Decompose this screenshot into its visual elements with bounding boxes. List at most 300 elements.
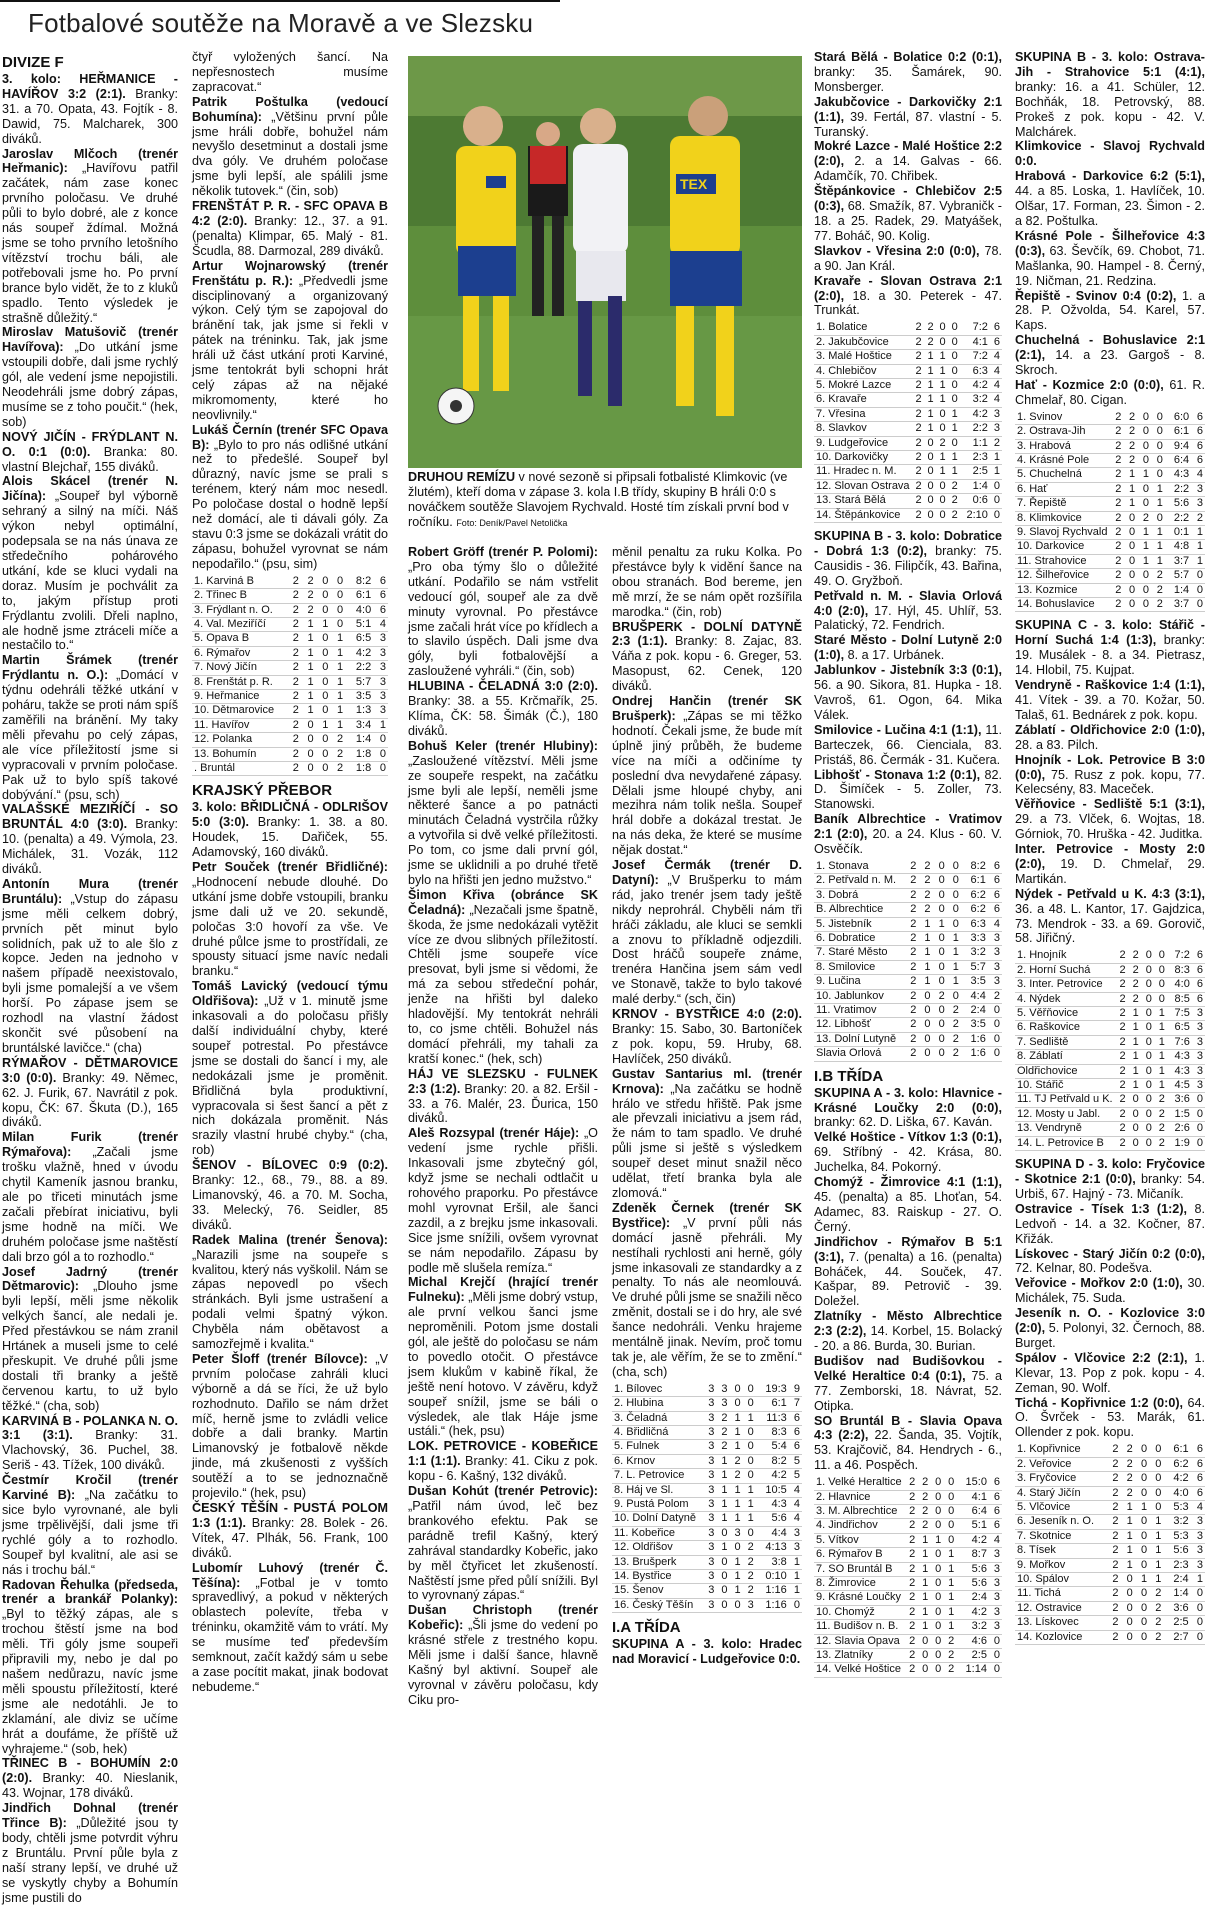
standings-cell: 0 [938, 1018, 945, 1031]
standings-cell: 0 [1145, 1136, 1152, 1149]
standings-row [192, 661, 388, 675]
standings-cell: 6 [993, 335, 1000, 348]
team-name: 3. Fryčovice [1017, 1472, 1077, 1485]
paragraph-text: 44. a 85. Loska, 1. Havlíček, 10. Olšar, 17. Forman, 23. Šimon - 2. a 82. Poštulka. [1015, 184, 1205, 228]
team-name: 10. Dětmarovice [194, 704, 275, 717]
paragraph-lead: RÝMAŘOV - DĚTMAROVICE 3:0 (0:0). [2, 1055, 178, 1085]
standings-cell: 2 [910, 946, 917, 959]
team-name: 13. Lískovec [1017, 1616, 1079, 1629]
standings-cell: 0 [1140, 1601, 1148, 1614]
standings-ib-d [1015, 1443, 1205, 1645]
standings-row [1015, 468, 1205, 482]
standings-cell: 2 [1126, 1486, 1133, 1499]
standings-row [1015, 453, 1205, 467]
standings-cell: 2 [747, 1541, 754, 1554]
standings-cell: 2 [909, 1548, 916, 1561]
standings-cell: 0 [1156, 439, 1163, 452]
standings-cell: 2 [1112, 1601, 1119, 1614]
standings-cell: 1 [922, 1577, 929, 1590]
report-paragraph [192, 199, 388, 259]
standings-row [814, 422, 1002, 436]
standings-cell: 3 [708, 1440, 715, 1453]
standings-cell: 5:6 [1173, 497, 1190, 510]
standings-cell: 3 [708, 1526, 715, 1539]
paragraph-text: Branky: 10. (penalta) a 49. Výmola, 23. Michálek, 31. Vozák, 112 diváků. [2, 817, 178, 877]
standings-cell: 1:9 [1174, 1136, 1190, 1149]
standings-cell: 0 [307, 762, 314, 774]
paragraph-text: Branky: 41. Ciku z pok. kopu - 6. Kašný, 132 diváků. [408, 1454, 598, 1484]
standings-cell: 2 [1119, 1136, 1126, 1149]
standings-cell: 2:2 [972, 422, 988, 435]
paragraph-text: 78. a 90. Jan Král. [814, 243, 1002, 273]
standings-cell: 4:5 [1174, 1079, 1190, 1092]
standings-cell: 3 [734, 1526, 741, 1539]
report-paragraph [408, 1603, 598, 1707]
standings-cell: 1 [951, 465, 958, 478]
standings-row [1015, 1050, 1205, 1064]
standings-cell: 0 [1196, 1630, 1203, 1643]
team-name: 8. Žimrovice [816, 1577, 876, 1590]
report-paragraph [814, 768, 1002, 813]
team-name: 9. Mořkov [1017, 1558, 1066, 1571]
paragraph-lead: NOVÝ JIČÍN - FRÝDLANT N. O. 0:1 (0:0). [2, 429, 178, 459]
standings-cell: 0 [1142, 410, 1149, 423]
article-ia-b [814, 529, 1002, 857]
standings-cell: 0 [993, 494, 1000, 507]
standings-cell: 1 [948, 1562, 955, 1575]
standings-cell: 2 [1132, 978, 1139, 991]
standings-cell: 2 [1112, 1486, 1119, 1499]
standings-cell: 0 [1142, 497, 1149, 510]
standings-cell: 1 [922, 1548, 929, 1561]
paragraph-lead: Antonín Mura (trenér Bruntálu): [2, 876, 178, 906]
standings-cell: 2 [1115, 497, 1122, 510]
team-name: 13. Vendryně [1017, 1122, 1082, 1135]
standings-cell: 4:2 [355, 646, 372, 659]
standings-cell: 1 [734, 1411, 741, 1424]
standings-cell: 6:4 [1173, 453, 1190, 466]
standings-cell: 3 [721, 1397, 728, 1410]
standings-krajsky [612, 1383, 802, 1614]
report-paragraph [1015, 1396, 1205, 1441]
report-paragraph [2, 802, 178, 877]
standings-cell: 0 [1129, 569, 1136, 582]
standings-row [612, 1425, 802, 1439]
report-paragraph [1015, 1202, 1205, 1247]
standings-cell: 2 [951, 494, 958, 507]
standings-cell: 1 [939, 364, 946, 377]
report-paragraph [408, 1126, 598, 1275]
standings-cell: 1 [1158, 1050, 1165, 1063]
standings-cell: 4:13 [765, 1541, 787, 1554]
standings-row [1015, 1616, 1205, 1630]
standings-row [814, 1605, 1002, 1619]
paragraph-text: měnil penaltu za ruku Kolka. Po přestávce byly k vidění šance na obou stranách. Bod bereme, jen mě mrzí, že se nám opět rozšířila marodka.“ (čin, rob) [612, 545, 802, 619]
report-paragraph [1015, 169, 1205, 229]
standings-cell: 2 [1119, 978, 1126, 991]
standings-cell: 1:14 [965, 1663, 987, 1676]
standings-cell: 2 [1112, 1515, 1119, 1528]
standings-cell: 0 [935, 1476, 942, 1489]
standings-cell: 0 [939, 479, 946, 492]
paragraph-text: „O vedení jsme rychle přišli. Inkasovali jsme zbytečný gól, když jsme se nechali odtlačit u rohového praporku. Po přestávce mohl vyrovnat Eršil, ale šanci zazdil, a z brejku jsme inkasovali. Sice jsme snížili, ovšem vyrovnat se nám nepodařilo. Zápasu by podle mě slušela remíza.“ [408, 1126, 598, 1275]
standings-cell: 0 [307, 747, 314, 760]
report-paragraph [1015, 678, 1205, 723]
standings-cell: 1 [924, 917, 931, 930]
standings-cell: 2 [734, 1454, 741, 1467]
article-ib-b [1015, 50, 1205, 408]
standings-cell: 2 [292, 762, 299, 774]
report-paragraph [1015, 887, 1205, 947]
standings-cell: 2 [292, 689, 299, 702]
report-paragraph [814, 663, 1002, 723]
standings-cell: 1:1 [972, 436, 988, 449]
report-paragraph [612, 1007, 802, 1067]
team-name: 2. Jakubčovice [816, 335, 889, 348]
paragraph-lead: Spálov - Vlčovice 2:2 (2:1), [1015, 1350, 1188, 1365]
standings-cell: 1 [1196, 526, 1203, 538]
team-name: 8. Záblatí [1017, 1050, 1063, 1063]
team-name: 2. Horní Suchá [1017, 963, 1091, 976]
standings-cell: 0 [322, 689, 329, 702]
standings-cell: 0 [1129, 511, 1136, 524]
standings-cell: 1 [1156, 554, 1163, 567]
standings-row [814, 335, 1002, 349]
standings-cell: 1 [307, 617, 314, 630]
standings-row [612, 1483, 802, 1497]
standings-row [1015, 1544, 1205, 1558]
paragraph-text: 8. Ledvoň - 14. a 32. Kočner, 87. Křižák. [1015, 1201, 1205, 1246]
report-paragraph [2, 1756, 178, 1801]
standings-cell: 4:2 [1173, 1472, 1189, 1485]
paragraph-text: 61. R. Chmelař, 80. Cigan. [1015, 377, 1205, 407]
team-name: 13. Bohumín [194, 747, 257, 760]
standings-row [814, 465, 1002, 479]
paragraph-lead: Tomáš Lavický (vedoucí týmu Oldřišova): [192, 979, 388, 1009]
standings-cell: 1 [1132, 1021, 1139, 1034]
standings-row [814, 364, 1002, 378]
standings-cell: 1 [948, 1620, 955, 1633]
paragraph-text: „Předvedli jsme disciplinovaný a organizovaný výkon. Celý tým se zapojoval do bránění tak, jak jsme si řekli v pátek na tréninku. Tak, jak jsme hráli už část utkání proti Karviné, jsme tentokrát byli schopni hrát celý zápas až na nějaké mikromomenty, které ho neovlivnily.“ [192, 273, 388, 422]
standings-cell: 1 [952, 946, 959, 959]
standings-cell: 1:16 [765, 1584, 787, 1597]
standings-cell: 2 [951, 508, 958, 521]
standings-cell: 0 [935, 1505, 942, 1517]
report-paragraph [814, 139, 1002, 184]
paragraph-text: 1. a 28. P. Ožvolda, 54. Karel, 57. Kaps. [1015, 288, 1205, 333]
paragraph-lead: Zdeněk Černek (trenér SK Bystřice): [612, 1200, 802, 1230]
standings-cell: 3:2 [970, 946, 986, 959]
standings-cell: 2 [1112, 1572, 1119, 1585]
standings-cell: 3 [708, 1541, 715, 1554]
standings-cell: 2 [1119, 992, 1126, 1005]
paragraph-text: „Dlouho jsme byli lepší, měli jsme několik velkých šancí, ale nedali je. Před přestávkou se nám zranil Hrtánek a museli jsme to celé přeskupit. Ve druhé půli jsme dostali tři branky a ještě červenou kartu, to už bylo těžké.“ (cha, sob) [2, 1279, 178, 1413]
standings-cell: 6 [1196, 963, 1203, 976]
team-name: 6. Hať [1017, 482, 1048, 495]
standings-cell: 4:2 [971, 1533, 987, 1546]
standings-cell: 1:4 [1173, 583, 1190, 596]
paragraph-text: „Pro oba týmy šlo o důležité utkání. Podařilo se nám vstřelit vedoucí gól, soupeř ale za dvě minuty vyrovnal. Po přestávce jsme začali hrát více po křídlech a to slavilo úspěch. Dali jsme dva góly, byli fotbalovější a zasloužené vyhráli.“ (čin, sob) [408, 559, 598, 679]
standings-row [814, 1533, 1002, 1547]
standings-row [1015, 1443, 1205, 1457]
standings-row [1015, 1601, 1205, 1615]
standings-cell: 4:6 [971, 1634, 987, 1647]
standings-cell: 2 [747, 1555, 754, 1568]
standings-cell: 1 [1158, 1007, 1165, 1019]
paragraph-lead: Peter Šloff (trenér Bílovce): [192, 1351, 368, 1366]
standings-cell: 5 [793, 1454, 800, 1467]
paragraph-text: 17. Hýl, 45. Uhlíř, 53. Palatický, 72. Fendrich. [814, 603, 1003, 633]
paragraph-lead: Hrabová - Darkovice 6:2 (5:1), [1015, 169, 1205, 184]
standings-cell: 1 [939, 450, 946, 463]
standings-cell: 0 [938, 874, 945, 887]
report-paragraph [1015, 333, 1205, 378]
standings-cell: 0 [952, 989, 959, 1002]
paragraph-text: „Už v 1. minutě jsme inkasovali a do poločasu přišly další individuální chyby, které soupeř potrestal. Po přestávce jsme se dostali do šancí i my, ale nedokázali jsme je proměnit. Břidličná byla produktivní, vypracovala si šest šancí a pět z nich dokázala proměnit. Nás srazily vlastní hrubé chyby.“ (cha, rob) [192, 994, 388, 1158]
standings-cell: 1 [1196, 554, 1203, 567]
standings-cell: 4:3 [1174, 1064, 1190, 1077]
standings-row [814, 378, 1002, 392]
standings-row [1015, 1064, 1205, 1078]
standings-ib-a [814, 1476, 1002, 1678]
paragraph-text: branky: 62. D. Liška, 67. Kaván. [814, 1115, 993, 1130]
shirt-sponsor-text: TEX [680, 176, 708, 192]
standings-cell: 2 [1132, 963, 1139, 976]
standings-cell: 3 [993, 1591, 1000, 1604]
standings-cell: 0 [1145, 978, 1152, 991]
standings-row [1015, 1572, 1205, 1586]
paragraph-lead: Lískovec - Starý Jičín 0:2 (0:0), [1015, 1246, 1205, 1261]
standings-cell: 6:3 [970, 917, 986, 930]
standings-cell: 4:0 [355, 603, 372, 616]
standings-cell: 2 [924, 874, 931, 887]
paragraph-lead: Jaroslav Mlčoch (trenér Heřmanic): [2, 146, 178, 176]
standings-row [814, 917, 1002, 931]
standings-row [814, 1548, 1002, 1562]
standings-cell: 1 [1132, 1035, 1139, 1048]
paragraph-lead: 3. kolo: HEŘMANICE - HAVÍŘOV 3:2 (2:1). [2, 72, 178, 101]
standings-cell: 6 [1196, 439, 1203, 452]
team-name: 6. Krnov [614, 1454, 655, 1467]
paragraph-lead: Věřňovice - Sedliště 5:1 (3:1), [1015, 797, 1205, 812]
standings-cell: 0:6 [972, 494, 988, 507]
standings-cell: 1 [307, 646, 314, 659]
paragraph-text: „Byl to těžký zápas, ale s trochou štěstí jsme na bod měli. Tři góly jsme soupeři připravili my, nebo je dal po našem nedůrazu, navíc jsme měli spoustu příležitostí, které jsme ale nedotáhli. Je to zklamání, ale diviz se učíme hrát a doufáme, že příště už vyhrajeme.“ (sob, hek) [2, 1607, 178, 1756]
standings-cell: 2 [1115, 439, 1122, 452]
top-rule [0, 0, 560, 2]
standings-cell: 3 [993, 1562, 1000, 1575]
standings-cell: 3 [1196, 482, 1203, 495]
standings-row [1015, 598, 1205, 612]
team-name: 5. Fulnek [614, 1440, 660, 1453]
standings-cell: 2 [1115, 569, 1122, 582]
report-paragraph [408, 679, 598, 739]
standings-cell: 2 [922, 1476, 929, 1489]
paragraph-lead: Hať - Kozmice 2:0 (0:0), [1015, 377, 1164, 392]
standings-row [1015, 949, 1205, 963]
standings-cell: 0:10 [765, 1570, 787, 1583]
report-paragraph [2, 1801, 178, 1905]
standings-cell: 1 [1156, 526, 1163, 538]
paragraph-text: „Začali jsme trošku vlažně, hned v úvodu chytil Kameník jasnou branku, ale po třiceti minutách jsme začali přebírat iniciativu, byli jsme hodně na míči. We druhém poločase jsme naštěstí dali brzo gól a to rozhodlo.“ [2, 1145, 178, 1264]
standings-cell: 1 [924, 975, 931, 988]
standings-cell: 5:4 [771, 1440, 787, 1453]
standings-row [612, 1570, 802, 1584]
paragraph-lead: Gustav Santarius ml. (trenér Krnova): [612, 1066, 802, 1096]
standings-cell: 0 [336, 603, 344, 616]
standings-cell: 5:6 [971, 1562, 987, 1575]
standings-cell: 3 [993, 931, 1000, 944]
standings-cell: 3 [1196, 1050, 1203, 1063]
team-name: 5. Věřňovice [1017, 1007, 1079, 1019]
standings-cell: 2 [1115, 482, 1122, 495]
team-name: 1. Svinov [1017, 410, 1063, 423]
standings-cell: 1 [336, 689, 344, 702]
team-name: 3. Malé Hoštice [816, 350, 892, 363]
standings-cell: 2 [1119, 1021, 1126, 1034]
team-name: 1. Karviná B [194, 574, 254, 587]
standings-cell: 2:10 [966, 508, 988, 521]
standings-cell: 3:2 [972, 393, 988, 406]
report-paragraph [2, 325, 178, 429]
standings-cell: 4 [993, 378, 1000, 391]
standings-cell: 0 [993, 1663, 1000, 1676]
standings-cell: 4 [1196, 468, 1203, 481]
standings-cell: 6 [993, 859, 1000, 872]
standings-cell: 2 [1158, 1093, 1165, 1106]
standings-ib-c [1015, 949, 1205, 1151]
team-name: 8. Háj ve Sl. [614, 1483, 674, 1496]
standings-cell: 1 [939, 393, 946, 406]
standings-cell: 0 [734, 1541, 741, 1554]
standings-cell: 1 [1126, 1558, 1133, 1571]
standings-cell: 9 [793, 1382, 800, 1395]
standings-cell: 2 [1112, 1529, 1119, 1542]
standings-cell: 2 [952, 1004, 959, 1016]
paragraph-text: 20. a 24. Klus - 60. V. Osvěčík. [814, 827, 1002, 857]
team-name: 5. Chuchelná [1017, 468, 1082, 481]
standings-cell: 2 [993, 989, 1000, 1002]
standings-cell: 3 [747, 1598, 754, 1611]
standings-cell: 1 [793, 1584, 800, 1597]
standings-cell: 2 [1158, 1122, 1165, 1135]
standings-cell: 2:3 [972, 450, 988, 463]
paragraph-text: branky: 75. Causidis - 36. Filipčík, 43. Bařina, 49. O. Gryžboň. [814, 543, 1002, 588]
standings-cell: 2 [915, 479, 922, 492]
standings-cell: 0 [948, 1533, 955, 1546]
team-name: 15. Šenov [614, 1584, 664, 1597]
standings-cell: 0 [993, 1649, 1000, 1662]
standings-cell: 2 [951, 479, 958, 492]
standings-cell: 0 [307, 718, 314, 731]
standings-cell: 0 [1142, 482, 1149, 495]
paragraph-text: čtyř vyložených šancí. Na nepřesnostech musíme zapracovat.“ [192, 50, 388, 94]
team-name: 11. Havířov [194, 718, 250, 731]
paragraph-lead: Inter. Petrovice - Mosty 2:0 (2:0), [1015, 842, 1205, 871]
report-paragraph [408, 1484, 598, 1603]
standings-cell: 0 [1196, 1107, 1203, 1120]
paragraph-text: 14. a 23. Gargoš - 8. Skroch. [1015, 348, 1205, 378]
paragraph-text: branky: 54. Urbiš, 67. Hajný - 73. Mičaník. [1015, 1171, 1205, 1201]
standings-cell: 6:1 [1173, 425, 1190, 438]
ia-skupina-a: SKUPINA A - 3. kolo: Hradec nad Moravicí - Ludgeřovice 0:0. [612, 1637, 802, 1667]
report-paragraph [814, 1354, 1002, 1414]
standings-cell: 2 [292, 646, 299, 659]
standings-cell: 3 [1196, 1529, 1203, 1542]
standings-cell: 0 [939, 494, 946, 507]
standings-cell: 2 [910, 1047, 917, 1060]
standings-cell: 2 [909, 1591, 916, 1604]
team-name: 4. Chlebičov [816, 364, 877, 377]
standings-cell: 0 [322, 589, 329, 602]
team-name: 12. Slavia Opava [816, 1634, 900, 1647]
standings-row [1015, 511, 1205, 525]
team-name: 9. Krásné Loučky [816, 1591, 901, 1604]
team-name: 3. Dobrá [816, 888, 859, 901]
team-name: 8. Smilovice [816, 960, 876, 973]
standings-cell: 3 [1196, 1558, 1203, 1571]
paragraph-lead: Smilovice - Lučina 4:1 (1:1), [814, 722, 982, 737]
standings-cell: 0 [1140, 1515, 1148, 1528]
team-name: 10. Chomýž [816, 1605, 875, 1618]
standings-cell: 1 [951, 422, 958, 435]
team-name: 3. Hrabová [1017, 439, 1071, 452]
report-paragraph [2, 1473, 178, 1577]
standings-cell: 1 [951, 407, 958, 420]
standings-cell: 0 [938, 931, 945, 944]
standings-cell: 1 [1156, 482, 1163, 495]
standings-cell: 2 [292, 733, 299, 746]
paragraph-text: „Fotbal je v tomto spravedlivý, a pokud v některých oblastech polevíte, třeba v tréninku, okamžitě vám to vrátí. My se musíme teď především semknout, začít každý sám u sebe a zase pocítit makat, jinak bodovat nebudeme.“ [192, 1575, 388, 1694]
standings-cell: 6 [1196, 949, 1203, 962]
standings-cell: 0 [1196, 1601, 1203, 1614]
standings-cell: 2 [922, 1519, 929, 1532]
standings-cell: 4:2 [971, 1605, 987, 1618]
report-paragraph [814, 184, 1002, 244]
standings-cell: 0 [1155, 1443, 1162, 1456]
standings-cell: 2 [909, 1490, 916, 1503]
team-name: 9. Lučina [816, 975, 861, 988]
standings-cell: 2 [939, 436, 946, 449]
report-paragraph [814, 1175, 1002, 1235]
team-name: 12. Šilheřovice [1017, 569, 1090, 582]
standings-cell: 0 [938, 946, 945, 959]
standings-cell: 0 [938, 1004, 945, 1016]
report-paragraph [814, 1130, 1002, 1175]
paragraph-text: 29. a 73. Vlček, 6. Wojtas, 18. Górniok, 70. Hruška - 42. Juditka. [1015, 812, 1205, 842]
standings-cell: 0 [935, 1577, 942, 1590]
standings-row [1015, 1558, 1205, 1572]
standings-cell: 6 [793, 1411, 800, 1424]
team-name: 4. Krásné Pole [1017, 453, 1090, 466]
standings-cell: 0 [1126, 1601, 1133, 1614]
standings-cell: 0 [993, 1018, 1000, 1031]
standings-cell: 1 [938, 917, 945, 930]
standings-cell: 2 [1119, 1064, 1126, 1077]
standings-cell: 1:6 [970, 1047, 986, 1060]
paragraph-lead: SKUPINA B - 3. kolo: Dobratice - Dobrá 1:3 (0:2), [814, 529, 1002, 558]
standings-cell: 0 [951, 350, 958, 363]
standings-cell: 0 [1140, 1457, 1148, 1470]
standings-cell: 2 [1119, 1079, 1126, 1092]
report-paragraph [192, 423, 388, 572]
standings-cell: 1 [1129, 497, 1136, 510]
standings-cell: 0 [922, 1663, 929, 1676]
team-name: 8. Frenštát p. R. [194, 675, 273, 688]
standings-cell: 0 [1145, 1050, 1152, 1063]
standings-cell: 0 [951, 393, 958, 406]
standings-cell: 1 [1155, 1572, 1162, 1585]
